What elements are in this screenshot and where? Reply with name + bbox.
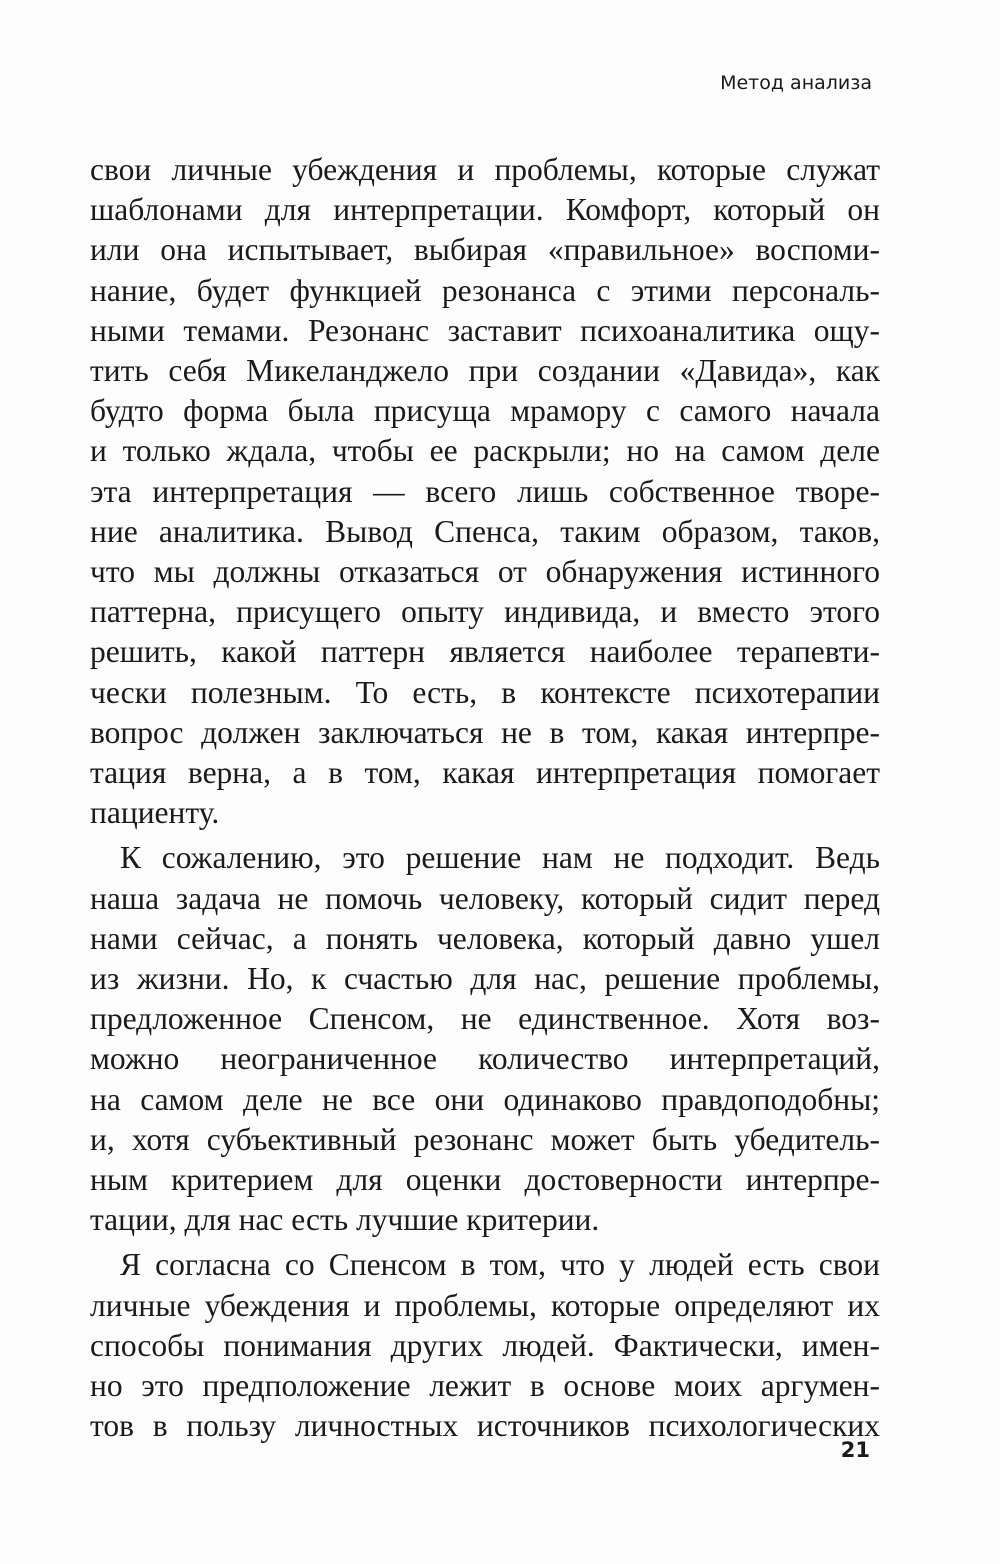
text-line: К сожалению, это решение нам не подходит. Ведь [120,840,880,876]
text-line: шаблонами для интерпретации. Комфорт, который он [90,192,880,228]
text-line: будто форма была присуща мрамору с самого начала [90,393,880,429]
text-line: нание, будет функцией резонанса с этими персональ- [90,272,880,308]
text-line: чески полезным. То есть, в контексте психотерапии [90,674,880,710]
text-line: тации, для нас есть лучшие критерии. [90,1202,600,1238]
text-line: из жизни. Но, к счастью для нас, решение проблемы, [90,961,880,997]
paragraph [90,838,880,1240]
text-line: можно неограниченное количество интерпретаций, [90,1041,880,1077]
text-line: личные убеждения и проблемы, которые определяют их [90,1287,880,1323]
text-line: эта интерпретация — всего лишь собственное творе- [90,473,880,509]
text-line: что мы должны отказаться от обнаружения истинного [90,554,880,590]
text-line: ным критерием для оценки достоверности интерпре- [90,1162,880,1198]
text-line: свои личные убеждения и проблемы, которые служат [90,152,880,187]
body-text [90,150,880,1447]
text-line: на самом деле не все они одинаково правдоподобны; [90,1081,880,1117]
paragraph [90,1245,880,1446]
text-line: Я согласна со Спенсом в том, что у людей есть свои [120,1247,880,1283]
text-line: тация верна, а в том, какая интерпретация помогает [90,755,880,791]
text-line: паттерна, присущего опыту индивида, и вместо этого [90,594,880,630]
text-line: наша задача не помочь человеку, который сидит перед [90,880,880,916]
text-line: ние аналитика. Вывод Спенса, таким образом, таков, [90,513,880,549]
page-number: 21 [840,1438,870,1462]
text-line: способы понимания других людей. Фактически, имен- [90,1327,880,1363]
text-line: тить себя Микеланджело при создании «Давида», как [90,353,880,389]
text-line: нами сейчас, а понять человека, который давно ушел [90,920,880,956]
text-line: и, хотя субъективный резонанс может быть убедитель- [90,1121,880,1157]
text-line: вопрос должен заключаться не в том, какая интерпре- [90,714,880,750]
text-line: пациенту. [90,795,220,831]
text-line: решить, какой паттерн является наиболее терапевти- [90,634,880,670]
running-title: Метод анализа [720,72,872,94]
text-line: предложенное Спенсом, не единственное. Хотя воз- [90,1001,880,1037]
text-line: тов в пользу личностных источников психологических [90,1408,880,1444]
paragraph [90,150,880,833]
text-line: и только ждала, чтобы ее раскрыли; но на самом деле [90,433,880,469]
text-line: но это предположение лежит в основе моих аргумен- [90,1368,880,1404]
text-line: ными темами. Резонанс заставит психоаналитика ощу- [90,312,880,348]
text-line: или она испытывает, выбирая «правильное» воспоми- [90,232,880,268]
